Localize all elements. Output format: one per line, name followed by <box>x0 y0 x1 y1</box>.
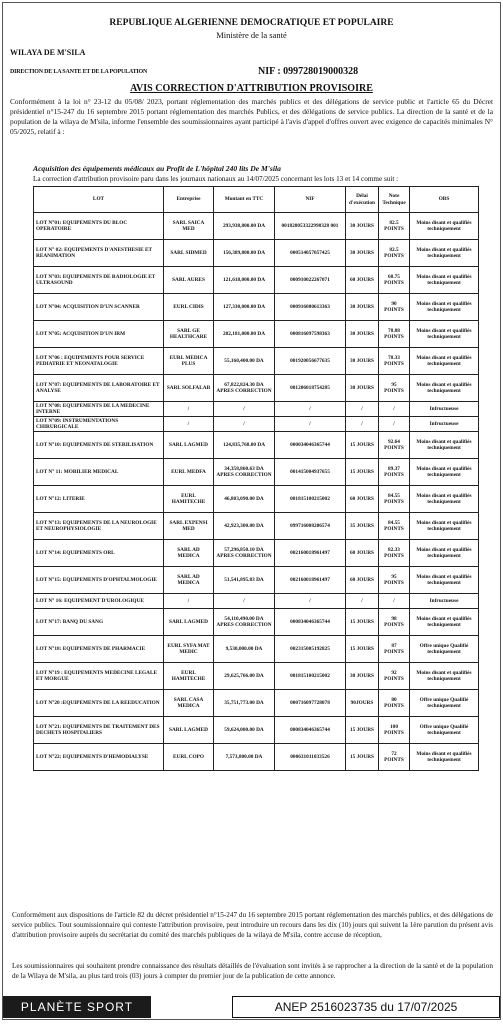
montant-cell: 67,822,824.30 DA APRES CORRECTION <box>214 375 275 402</box>
delai-cell: 30 JOURS <box>346 213 379 240</box>
lot-cell: LOT N°21: EQUIPEMENTS DE TRAITEMENT DES DECHETS HOSPITALIERS <box>34 717 164 744</box>
entreprise-cell: SARL GE HEALTHCARE <box>164 321 214 348</box>
entreprise-cell: SARL SOLFALAB <box>164 375 214 402</box>
obs-cell: Moins disant et qualifiés techniquement <box>410 375 479 402</box>
montant-cell: 293,938,800.00 DA <box>214 213 275 240</box>
montant-cell: 121,618,000.00 DA <box>214 267 275 294</box>
planete-sport-banner: PLANÈTE SPORT <box>3 996 151 1018</box>
nif-cell: 001415004937655 <box>275 459 346 486</box>
montant-cell: / <box>214 417 275 432</box>
montant-cell: / <box>214 594 275 609</box>
table-body <box>34 213 479 771</box>
entreprise-cell: SARL AURES <box>164 267 214 294</box>
lot-cell: LOT N°18: EQUIPEMENTS DE PHARMACIE <box>34 636 164 663</box>
delai-cell: 15 JOURS <box>346 717 379 744</box>
nif-cell: / <box>275 402 346 417</box>
table-row <box>34 321 479 348</box>
nif-cell: 000514057057425 <box>275 240 346 267</box>
table-header-row <box>34 187 479 213</box>
table-row <box>34 417 479 432</box>
montant-cell: 51,541,895.83 DA <box>214 567 275 594</box>
obs-cell: Moins disant et qualifiés techniquement <box>410 348 479 375</box>
entreprise-cell: / <box>164 402 214 417</box>
note-cell: 68.75 POINTS <box>379 267 410 294</box>
recours-paragraph: Conformément aux dispositions de l'article 82 du décret présidentiel n°15-247 du 16 septembre 2015 portant réglementation des marchés publics, et des délégations de service publics. Tout soumissionnaire qui conteste l'attribution provisoire, peut introduire un recours dans les dix (10) jours qui suivent la 1ère parution du présent avis d'attribution provisoire auprès du secrétariat du comité des marchés publiques de la wilaya de M'sila, contre accuse de réception, <box>12 911 493 939</box>
nif-cell: 000631011033526 <box>275 744 346 771</box>
entreprise-cell: SARL AD MEDICA <box>164 567 214 594</box>
montant-cell: 54,110,490.00 DA APRES CORRECTION <box>214 609 275 636</box>
lot-cell: LOT N°05: ACQUISITION D'UN IRM <box>34 321 164 348</box>
col-header-nif: NIF <box>275 187 346 213</box>
delai-cell: 15 JOURS <box>346 744 379 771</box>
table-row <box>34 459 479 486</box>
lot-cell: LOT N°03: EQUIPEMENTS DE RADIOLOGIE ET ULTRASOUND <box>34 267 164 294</box>
montant-cell: 29,625,766.00 DA <box>214 663 275 690</box>
entreprise-cell: SARL SAICA MED <box>164 213 214 240</box>
note-cell: 78.88 POINTS <box>379 321 410 348</box>
delai-cell: 60 JOURS <box>346 567 379 594</box>
table-row <box>34 348 479 375</box>
delai-cell: 15 JOURS <box>346 636 379 663</box>
table-row <box>34 744 479 771</box>
note-cell: 100 POINTS <box>379 717 410 744</box>
table-row <box>34 486 479 513</box>
nif-cell: 000034046365744 <box>275 432 346 459</box>
note-cell: 82.5 POINTS <box>379 240 410 267</box>
ministry-heading: Ministère de la santé <box>216 30 287 40</box>
delai-cell: 60 JOURS <box>346 540 379 567</box>
col-header-obs: OBS <box>410 187 479 213</box>
direction-label: DIRECTION DE LA SANTE ET DE LA POPULATION <box>10 69 148 75</box>
table-row <box>34 717 479 744</box>
montant-cell: 59,624,000.00 DA <box>214 717 275 744</box>
table-row <box>34 540 479 567</box>
acquisition-subject: Acquisition des équipements médicaux au Profit de L'hôpital 240 lits De M'sila <box>33 164 281 173</box>
nif-label: NIF : 099728019000328 <box>258 66 359 77</box>
lot-cell: LOT N°09: INSTRUMENTATIONS CHIRURGICALE <box>34 417 164 432</box>
montant-cell: 156,389,800.00 DA <box>214 240 275 267</box>
entreprise-cell: EURL HAMITECHE <box>164 486 214 513</box>
nif-cell: 001815100215002 <box>275 663 346 690</box>
entreprise-cell: SARL LAGMED <box>164 432 214 459</box>
note-cell: 87 POINTS <box>379 636 410 663</box>
lot-cell: LOT N°04: ACQUISITION D'UN SCANNER <box>34 294 164 321</box>
table-row <box>34 267 479 294</box>
obs-cell: Moins disant et qualifiés techniquement <box>410 213 479 240</box>
table-row <box>34 213 479 240</box>
delai-cell: 30 JOURS <box>346 663 379 690</box>
entreprise-cell: / <box>164 594 214 609</box>
entreprise-cell: SARL SIDMED <box>164 240 214 267</box>
lot-cell: LOT N° 02: EQUIPEMENTS D'ANESTHESIE ET REANIMATION <box>34 240 164 267</box>
nif-cell: 000910022267071 <box>275 267 346 294</box>
delai-cell: 35 JOURS <box>346 513 379 540</box>
obs-cell: Moins disant et qualifiés techniquement <box>410 267 479 294</box>
montant-cell: 9,530,000.00 DA <box>214 636 275 663</box>
montant-cell: 34,358,860.63 DA APRES CORRECTION <box>214 459 275 486</box>
note-cell: 92 POINTS <box>379 663 410 690</box>
lot-cell: LOT N°19 : EQUIPEMENTS MEDECINE LEGALE ET MORGUE <box>34 663 164 690</box>
lot-cell: LOT N°14: EQUIPEMENTS ORL <box>34 540 164 567</box>
lot-cell: LOT N°10: EQUIPEMENTS DE STERILISATION <box>34 432 164 459</box>
table-row <box>34 375 479 402</box>
obs-cell: Offre unique Qualifié techniquement <box>410 636 479 663</box>
nif-cell: 001815100215002 <box>275 486 346 513</box>
montant-cell: 46,803,090.00 DA <box>214 486 275 513</box>
obs-cell: Moins disant et qualifiés techniquement <box>410 663 479 690</box>
obs-cell: Moins disant et qualifiés techniquement <box>410 294 479 321</box>
nif-cell: / <box>275 594 346 609</box>
note-cell: 84.55 POINTS <box>379 486 410 513</box>
obs-cell: Moins disant et qualifiés techniquement <box>410 459 479 486</box>
obs-cell: Moins disant et qualifiés techniquement <box>410 609 479 636</box>
entreprise-cell: SARL LAGMED <box>164 717 214 744</box>
obs-cell: Infructueuse <box>410 402 479 417</box>
note-cell: 78.33 POINTS <box>379 348 410 375</box>
montant-cell: 35,751,773.00 DA <box>214 690 275 717</box>
obs-cell: Moins disant et qualifiés techniquement <box>410 240 479 267</box>
delai-cell: / <box>346 594 379 609</box>
table-row <box>34 240 479 267</box>
lot-cell: LOT N°13: EQUIPEMENTS DE LA NEUROLOGIE ET NEUROPHYSIOLOGIE <box>34 513 164 540</box>
results-paragraph: Les soumissionnaires qui souhaitent prendre connaissance des résultats détaillés de l'évaluation sont invités à se rapprocher a la direction de la santé et de la population de la Wilaya de M'sila, au plus tard trois (03) jours à compter du premier jour de la publication de cette annonce. <box>12 962 493 980</box>
obs-cell: Moins disant et qualifiés techniquement <box>410 744 479 771</box>
republic-heading: REPUBLIQUE ALGERIENNE DEMOCRATIQUE ET POPULAIRE <box>109 18 394 28</box>
montant-cell: / <box>214 402 275 417</box>
note-cell: 90 POINTS <box>379 294 410 321</box>
entreprise-cell: EURL HAMITECHE <box>164 663 214 690</box>
lot-cell: LOT N°06 : EQUIPEMENTS POUR SERVICE PEDIATRIE ET NEONATALOGIE <box>34 348 164 375</box>
note-cell: 82.33 POINTS <box>379 540 410 567</box>
obs-cell: Moins disant et qualifiés techniquement <box>410 567 479 594</box>
nif-cell: 000716097728078 <box>275 690 346 717</box>
table-row <box>34 402 479 417</box>
entreprise-cell: EURL MEDFA <box>164 459 214 486</box>
note-cell: 95 POINTS <box>379 375 410 402</box>
entreprise-cell: EURL COPO <box>164 744 214 771</box>
nif-cell: 001920056677635 <box>275 348 346 375</box>
delai-cell: 60 JOURS <box>346 267 379 294</box>
lot-cell: LOT N°22: EQUIPEMENTS D'HEMODIALYSE <box>34 744 164 771</box>
obs-cell: Moins disant et qualifiés techniquement <box>410 486 479 513</box>
col-header-note: Note Technique <box>379 187 410 213</box>
note-cell: 82.5 POINTS <box>379 213 410 240</box>
lot-cell: LOT N°12: LITERIE <box>34 486 164 513</box>
table-row <box>34 513 479 540</box>
table-row <box>34 432 479 459</box>
col-header-lot: LOT <box>34 187 164 213</box>
correction-line: La correction d'attribution provisoire paru dans les journaux nationaux au 14/07/2025 concernant les lots 13 et 14 comme suit : <box>33 175 399 183</box>
nif-cell: 002315005192825 <box>275 636 346 663</box>
table-row <box>34 636 479 663</box>
nif-cell: 001828053322998328 001 <box>275 213 346 240</box>
anep-reference: ANEP 2516023735 du 17/07/2025 <box>232 996 500 1018</box>
nif-cell: 002160018961497 <box>275 540 346 567</box>
note-cell: / <box>379 417 410 432</box>
col-header-montant: Montant en TTC <box>214 187 275 213</box>
delai-cell: 60 JOURS <box>346 486 379 513</box>
lot-cell: LOT N° 16: EQUIPEMENT D'UROLOGIQUE <box>34 594 164 609</box>
entreprise-cell: EURL CIDIS <box>164 294 214 321</box>
table-row <box>34 663 479 690</box>
nif-cell: 002160018961497 <box>275 567 346 594</box>
delai-cell: 15 JOURS <box>346 609 379 636</box>
obs-cell: Infructueuse <box>410 417 479 432</box>
delai-cell: / <box>346 402 379 417</box>
montant-cell: 57,296,850.10 DA APRES CORRECTION <box>214 540 275 567</box>
notice-title: AVIS CORRECTION D'ATTRIBUTION PROVISOIRE <box>130 83 373 94</box>
delai-cell: 30 JOURS <box>346 294 379 321</box>
table-row <box>34 690 479 717</box>
table-row <box>34 594 479 609</box>
lot-cell: LOT N° 11: MOBILIER MEDICAL <box>34 459 164 486</box>
entreprise-cell: SARL EXPENSI MED <box>164 513 214 540</box>
nif-cell: 000916080613363 <box>275 294 346 321</box>
lot-cell: LOT N°17: BANQ DU SANG <box>34 609 164 636</box>
montant-cell: 124,835,768.00 DA <box>214 432 275 459</box>
intro-paragraph: Conformément à la loi n° 23-12 du 05/08/ 2023, portant réglementation des marchés publics et des délégations de service public et l'article 65 du Décret présidentiel n°15-247 du 16 septembre 2015 portant réglementation des marchés Publics, et des délégations de service publics. La direction de la santé et de la population de la wilaya de M'sila, informe l'ensemble des soumissionnaires ayant participé à l'avis d'appel d'offres ouvert avec exigence de capacités minimales N° 05/2025, relatif à : <box>10 97 493 136</box>
lot-cell: LOT N°15: EQUIPEMENTS D'OPHTALMOLOGIE <box>34 567 164 594</box>
note-cell: 98 POINTS <box>379 609 410 636</box>
montant-cell: 42,923,300.00 DA <box>214 513 275 540</box>
obs-cell: Moins disant et qualifiés techniquement <box>410 432 479 459</box>
montant-cell: 55,160,400.00 DA <box>214 348 275 375</box>
lot-cell: LOT N°01: EQUIPEMENTS DU BLOC OPERATOIRE <box>34 213 164 240</box>
note-cell: 92.64 POINTS <box>379 432 410 459</box>
entreprise-cell: SARL CASA MEDICA <box>164 690 214 717</box>
table-row <box>34 294 479 321</box>
attribution-table <box>33 186 479 771</box>
delai-cell: 30 JOURS <box>346 375 379 402</box>
obs-cell: Moins disant et qualifiés techniquement <box>410 321 479 348</box>
montant-cell: 127,330,000.00 DA <box>214 294 275 321</box>
col-header-delai: Délai d'exécution <box>346 187 379 213</box>
delai-cell: 30 JOURS <box>346 321 379 348</box>
nif-cell: 000834046365744 <box>275 717 346 744</box>
entreprise-cell: EURL SYFA MAT MEDIC <box>164 636 214 663</box>
delai-cell: / <box>346 417 379 432</box>
note-cell: / <box>379 594 410 609</box>
delai-cell: 30 JOURS <box>346 240 379 267</box>
obs-cell: Moins disant et qualifiés techniquement <box>410 540 479 567</box>
entreprise-cell: SARL AD MEDICA <box>164 540 214 567</box>
obs-cell: Infructueuse <box>410 594 479 609</box>
note-cell: 95 POINTS <box>379 567 410 594</box>
note-cell: 84.55 POINTS <box>379 513 410 540</box>
table-row <box>34 609 479 636</box>
obs-cell: Offre unique Qualifié techniquement <box>410 690 479 717</box>
nif-cell: 001206018754285 <box>275 375 346 402</box>
col-header-entreprise: Entreprise <box>164 187 214 213</box>
nif-cell: 000816097598363 <box>275 321 346 348</box>
nif-cell: / <box>275 417 346 432</box>
lot-cell: LOT N°07: EQUIPEMENTS DE LABORATOIRE ET ANALYSE <box>34 375 164 402</box>
table-row <box>34 567 479 594</box>
obs-cell: Offre unique Qualifié techniquement <box>410 717 479 744</box>
delai-cell: 90JOURS <box>346 690 379 717</box>
delai-cell: 15 JOURS <box>346 459 379 486</box>
nif-cell: 099716008206574 <box>275 513 346 540</box>
lot-cell: LOT N°20 :EQUIPEMENTS DE LA REEDUCATION <box>34 690 164 717</box>
obs-cell: Moins disant et qualifiés techniquement <box>410 513 479 540</box>
entreprise-cell: / <box>164 417 214 432</box>
note-cell: / <box>379 402 410 417</box>
note-cell: 72 POINTS <box>379 744 410 771</box>
delai-cell: 30 JOURS <box>346 348 379 375</box>
montant-cell: 202,181,000.00 DA <box>214 321 275 348</box>
wilaya-label: WILAYA DE M'SILA <box>10 48 86 57</box>
entreprise-cell: EURL MEDICA PLUS <box>164 348 214 375</box>
lot-cell: LOT N°08: EQUIPEMENTS DE LA MEDECINE INTERNE <box>34 402 164 417</box>
entreprise-cell: SARL LAGMED <box>164 609 214 636</box>
montant-cell: 7,573,800.00 DA <box>214 744 275 771</box>
note-cell: 89.37 POINTS <box>379 459 410 486</box>
note-cell: 80 POINTS <box>379 690 410 717</box>
nif-cell: 000834046365744 <box>275 609 346 636</box>
delai-cell: 15 JOURS <box>346 432 379 459</box>
